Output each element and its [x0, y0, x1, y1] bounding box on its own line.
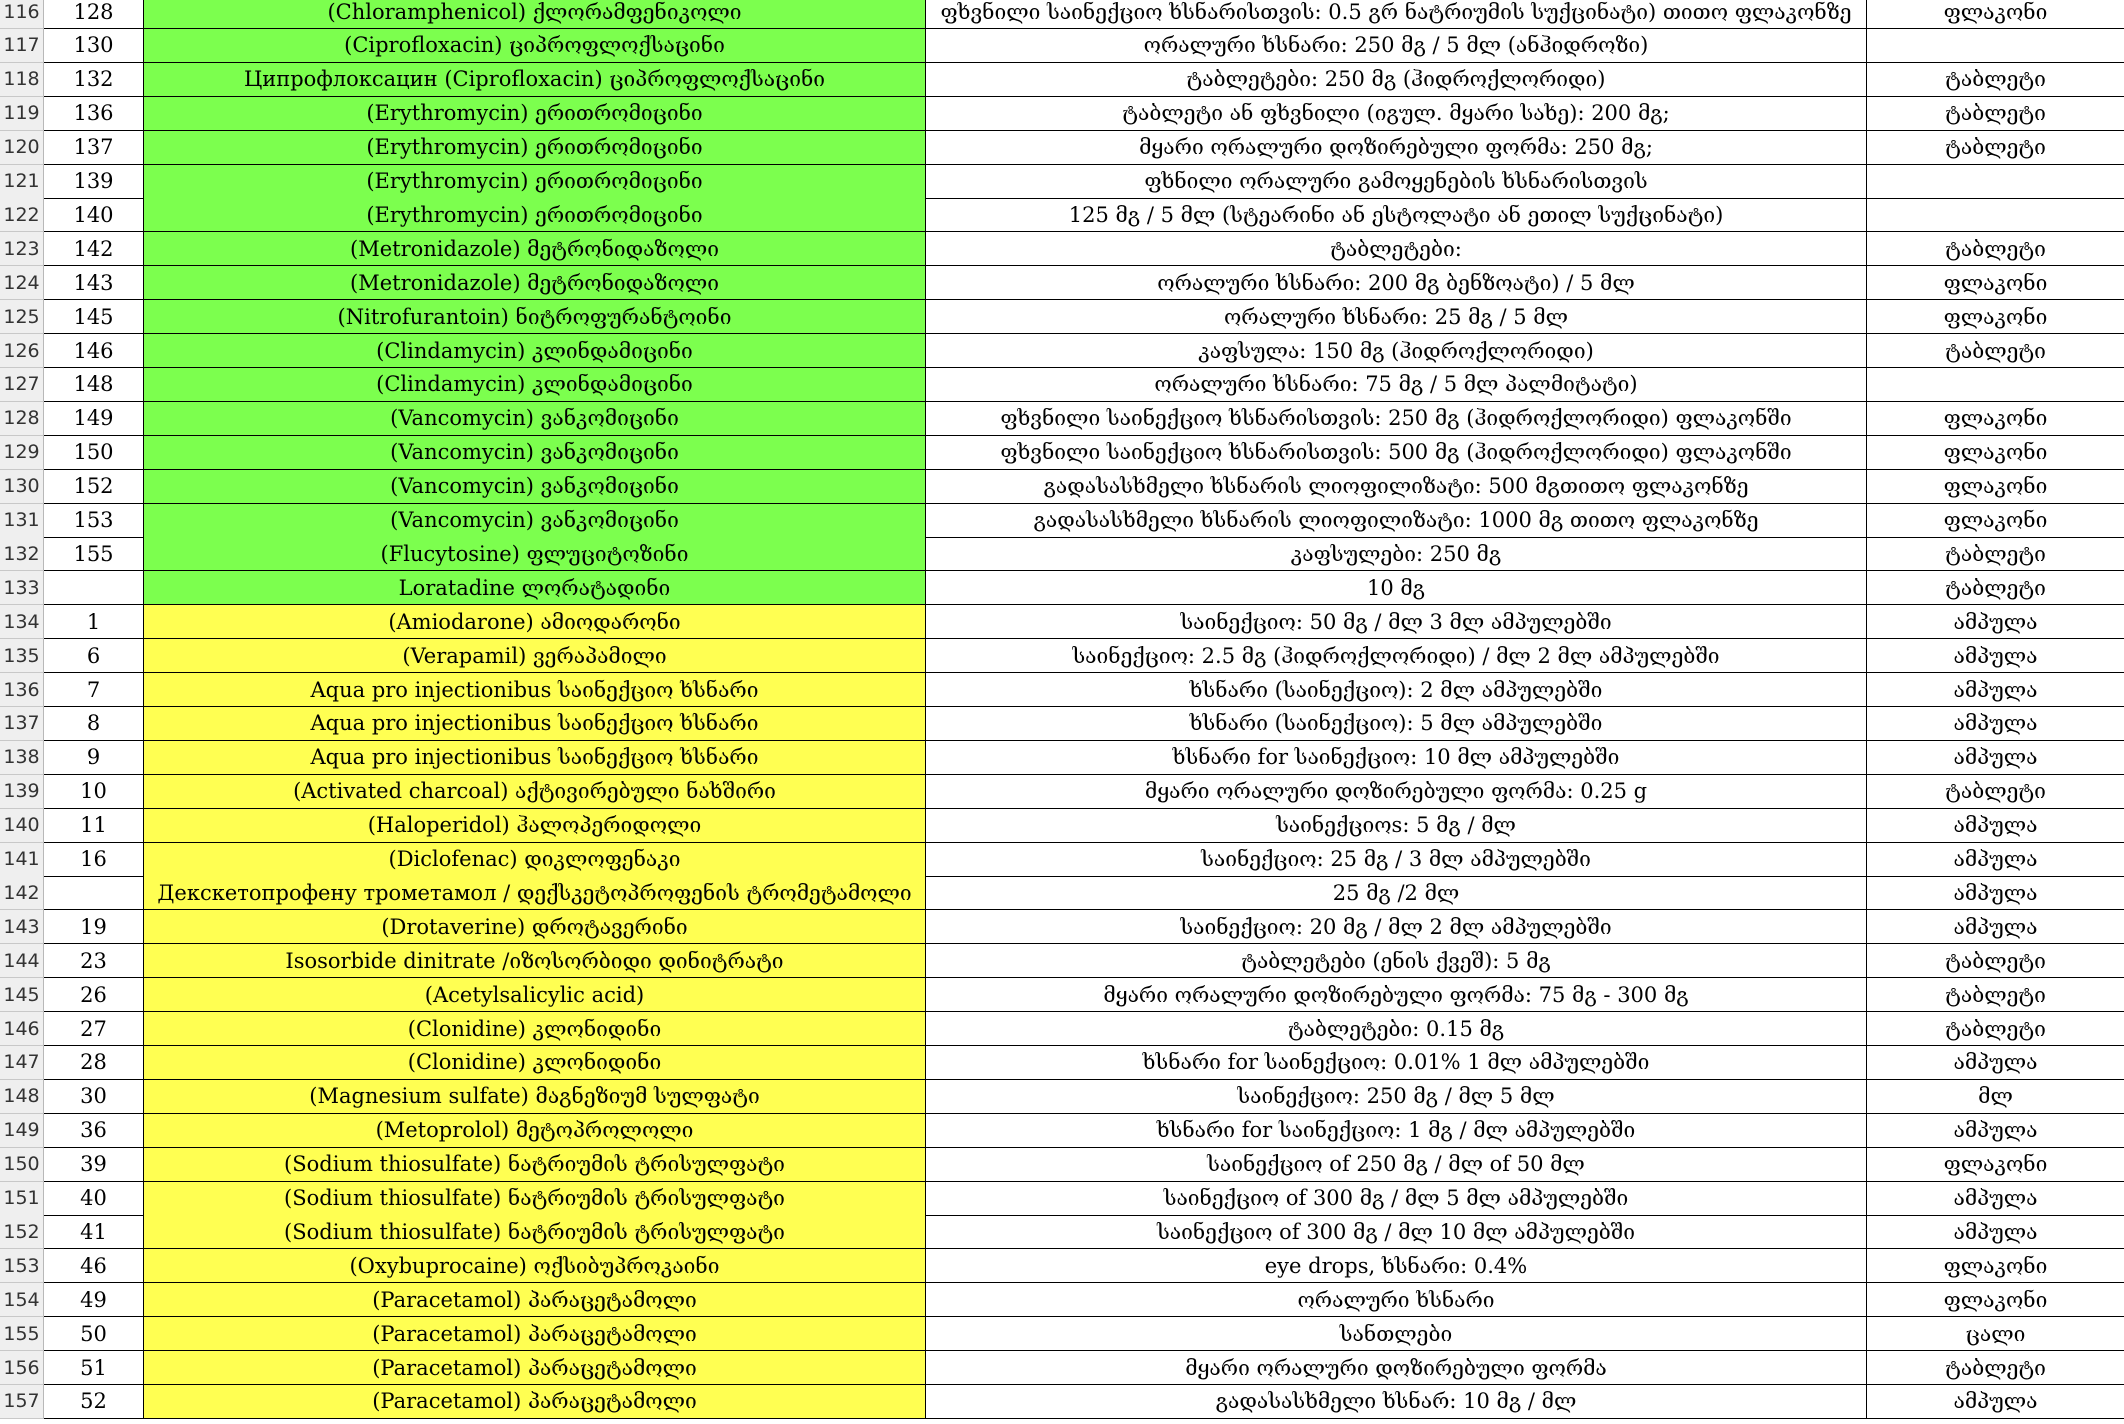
cell-dosage-form[interactable]: საინექციო: 25 მგ / 3 მლ ამპულებში	[926, 843, 1867, 877]
cell-drug-name[interactable]: (Clonidine) კლონიდინი	[144, 1046, 926, 1080]
table-row	[0, 741, 2124, 775]
cell-number[interactable]: 137	[44, 131, 144, 165]
cell-dosage-form[interactable]: საინექციო of 250 მგ / მლ of 50 მლ	[926, 1148, 1867, 1182]
table-row	[0, 944, 2124, 978]
row-header[interactable]: 136	[0, 673, 44, 707]
cell-drug-name[interactable]: (Erythromycin) ერითრომიცინი	[144, 131, 926, 165]
row-header[interactable]: 121	[0, 165, 44, 199]
table-row	[0, 402, 2124, 436]
cell-unit[interactable]: ფლაკონი	[1867, 1148, 2124, 1182]
table-row	[0, 165, 2124, 199]
table-row	[0, 1351, 2124, 1385]
cell-drug-name[interactable]: (Sodium thiosulfate) ნატრიუმის ტრისულფატი	[144, 1215, 926, 1249]
cell-unit[interactable]: ფლაკონი	[1867, 436, 2124, 470]
row-header[interactable]: 143	[0, 910, 44, 944]
table-row	[0, 1080, 2124, 1114]
cell-drug-name[interactable]: (Clonidine) კლონიდინი	[144, 1012, 926, 1046]
row-header[interactable]: 138	[0, 741, 44, 775]
cell-number[interactable]: 142	[44, 232, 144, 266]
cell-drug-name[interactable]: (Diclofenac) დიკლოფენაკი	[144, 843, 926, 877]
table-row	[0, 605, 2124, 639]
cell-unit[interactable]: ამპულა	[1867, 876, 2124, 910]
cell-drug-name[interactable]: (Vancomycin) ვანკომიცინი	[144, 470, 926, 504]
table-row	[0, 978, 2124, 1012]
cell-number[interactable]: 8	[44, 707, 144, 741]
row-header[interactable]: 133	[0, 571, 44, 605]
cell-number[interactable]: 136	[44, 97, 144, 131]
cell-dosage-form[interactable]: მყარი ორალური დოზირებული ფორმა	[926, 1351, 1867, 1385]
row-header[interactable]: 151	[0, 1182, 44, 1216]
row-header[interactable]: 127	[0, 368, 44, 402]
cell-dosage-form[interactable]: ორალური ხსნარი: 200 მგ ბენზოატი) / 5 მლ	[926, 266, 1867, 300]
table-row	[0, 809, 2124, 843]
row-header[interactable]: 149	[0, 1114, 44, 1148]
cell-unit[interactable]: ამპულა	[1867, 1215, 2124, 1249]
cell-dosage-form[interactable]: ტაბლეტები: 250 მგ (ჰიდროქლორიდი)	[926, 63, 1867, 97]
cell-dosage-form[interactable]: კაფსულა: 150 მგ (ჰიდროქლორიდი)	[926, 334, 1867, 368]
cell-dosage-form[interactable]: ხსნარი for საინექციო: 1 მგ / მლ ამპულებში	[926, 1114, 1867, 1148]
cell-drug-name[interactable]: Loratadine ლორატადინი	[144, 571, 926, 605]
cell-drug-name[interactable]: (Metronidazole) მეტრონიდაზოლი	[144, 232, 926, 266]
cell-number[interactable]: 51	[44, 1351, 144, 1385]
cell-unit[interactable]: ტაბლეტი	[1867, 97, 2124, 131]
row-header[interactable]: 119	[0, 97, 44, 131]
cell-number[interactable]: 152	[44, 470, 144, 504]
cell-number[interactable]: 148	[44, 368, 144, 402]
cell-number[interactable]: 46	[44, 1249, 144, 1283]
cell-unit[interactable]: ფლაკონი	[1867, 1249, 2124, 1283]
row-header[interactable]: 125	[0, 300, 44, 334]
cell-number[interactable]: 16	[44, 843, 144, 877]
table-row	[0, 707, 2124, 741]
cell-unit[interactable]: ამპულა	[1867, 1114, 2124, 1148]
table-row	[0, 1114, 2124, 1148]
row-header[interactable]: 131	[0, 504, 44, 538]
row-header[interactable]: 128	[0, 402, 44, 436]
cell-number[interactable]: 10	[44, 775, 144, 809]
row-header[interactable]: 148	[0, 1080, 44, 1114]
cell-number[interactable]: 23	[44, 944, 144, 978]
row-header[interactable]: 153	[0, 1249, 44, 1283]
cell-number[interactable]: 7	[44, 673, 144, 707]
cell-dosage-form[interactable]: ფხვნილი საინექციო ხსნარისთვის: 500 მგ (ჰიდროქლორიდი) ფლაკონში	[926, 436, 1867, 470]
cell-number[interactable]: 27	[44, 1012, 144, 1046]
cell-unit[interactable]: ტაბლეტი	[1867, 1351, 2124, 1385]
cell-unit[interactable]: ამპულა	[1867, 1385, 2124, 1419]
cell-drug-name[interactable]: (Erythromycin) ერითრომიცინი	[144, 97, 926, 131]
row-header[interactable]: 126	[0, 334, 44, 368]
row-header[interactable]: 132	[0, 537, 44, 571]
cell-drug-name[interactable]: (Drotaverine) დროტავერინი	[144, 910, 926, 944]
cell-dosage-form[interactable]: 25 მგ /2 მლ	[926, 876, 1867, 910]
cell-number[interactable]: 132	[44, 63, 144, 97]
cell-number[interactable]: 1	[44, 605, 144, 639]
cell-unit[interactable]: ტაბლეტი	[1867, 571, 2124, 605]
cell-unit[interactable]: ფლაკონი	[1867, 504, 2124, 538]
cell-drug-name[interactable]: (Vancomycin) ვანკომიცინი	[144, 402, 926, 436]
cell-dosage-form[interactable]: ფხვნილი საინექციო ხსნარისთვის: 250 მგ (ჰიდროქლორიდი) ფლაკონში	[926, 402, 1867, 436]
table-row	[0, 537, 2124, 571]
cell-number[interactable]: 145	[44, 300, 144, 334]
cell-drug-name[interactable]: (Clindamycin) კლინდამიცინი	[144, 368, 926, 402]
table-row	[0, 0, 2124, 29]
cell-dosage-form[interactable]: ორალური ხსნარი: 75 მგ / 5 მლ პალმიტატი)	[926, 368, 1867, 402]
table-row	[0, 436, 2124, 470]
row-header[interactable]: 135	[0, 639, 44, 673]
cell-drug-name[interactable]: (Metoprolol) მეტოპროლოლი	[144, 1114, 926, 1148]
cell-dosage-form[interactable]: საინექციო: 50 მგ / მლ 3 მლ ამპულებში	[926, 605, 1867, 639]
cell-dosage-form[interactable]: eye drops, ხსნარი: 0.4%	[926, 1249, 1867, 1283]
row-header[interactable]: 129	[0, 436, 44, 470]
row-header[interactable]: 150	[0, 1148, 44, 1182]
cell-unit[interactable]: ფლაკონი	[1867, 1283, 2124, 1317]
row-header[interactable]: 154	[0, 1283, 44, 1317]
cell-dosage-form[interactable]: კაფსულები: 250 მგ	[926, 537, 1867, 571]
cell-number[interactable]: 130	[44, 29, 144, 63]
row-header[interactable]: 142	[0, 876, 44, 910]
cell-number[interactable]: 149	[44, 402, 144, 436]
table-row	[0, 368, 2124, 402]
cell-unit[interactable]: ტაბლეტი	[1867, 944, 2124, 978]
table-row	[0, 1215, 2124, 1249]
cell-unit[interactable]	[1867, 368, 2124, 402]
cell-unit[interactable]: ფლაკონი	[1867, 402, 2124, 436]
cell-dosage-form[interactable]: ორალური ხსნარი: 250 მგ / 5 მლ (ანჰიდროზი)	[926, 29, 1867, 63]
row-header[interactable]: 146	[0, 1012, 44, 1046]
cell-number[interactable]: 49	[44, 1283, 144, 1317]
table-row	[0, 1385, 2124, 1419]
cell-dosage-form[interactable]: ორალური ხსნარი: 25 მგ / 5 მლ	[926, 300, 1867, 334]
cell-dosage-form[interactable]: საინექციო: 2.5 მგ (ჰიდროქლორიდი) / მლ 2 მლ ამპულებში	[926, 639, 1867, 673]
cell-number[interactable]: 30	[44, 1080, 144, 1114]
cell-unit[interactable]: ტაბლეტი	[1867, 775, 2124, 809]
cell-drug-name[interactable]: (Vancomycin) ვანკომიცინი	[144, 504, 926, 538]
cell-unit[interactable]: ფლაკონი	[1867, 0, 2124, 29]
cell-drug-name[interactable]: Aqua pro injectionibus საინექციო ხსნარი	[144, 741, 926, 775]
cell-drug-name[interactable]: (Nitrofurantoin) ნიტროფურანტოინი	[144, 300, 926, 334]
cell-unit[interactable]: ტაბლეტი	[1867, 1012, 2124, 1046]
cell-unit[interactable]: ტაბლეტი	[1867, 63, 2124, 97]
cell-number[interactable]: 19	[44, 910, 144, 944]
cell-unit[interactable]: ამპულა	[1867, 639, 2124, 673]
table-row	[0, 470, 2124, 504]
row-header[interactable]: 117	[0, 29, 44, 63]
cell-drug-name[interactable]: (Paracetamol) პარაცეტამოლი	[144, 1351, 926, 1385]
cell-dosage-form[interactable]: საინექციოs: 5 მგ / მლ	[926, 809, 1867, 843]
cell-dosage-form[interactable]: საინექციო: 250 მგ / მლ 5 მლ	[926, 1080, 1867, 1114]
cell-unit[interactable]: ამპულა	[1867, 1046, 2124, 1080]
table-row	[0, 775, 2124, 809]
cell-number[interactable]: 26	[44, 978, 144, 1012]
cell-number[interactable]: 153	[44, 504, 144, 538]
cell-unit[interactable]: ამპულა	[1867, 843, 2124, 877]
cell-dosage-form[interactable]: საინექციო of 300 მგ / მლ 10 მლ ამპულებში	[926, 1215, 1867, 1249]
table-row	[0, 1249, 2124, 1283]
cell-drug-name[interactable]: (Sodium thiosulfate) ნატრიუმის ტრისულფატი	[144, 1148, 926, 1182]
cell-drug-name[interactable]: (Erythromycin) ერითრომიცინი	[144, 165, 926, 199]
cell-unit[interactable]: ტაბლეტი	[1867, 131, 2124, 165]
cell-unit[interactable]: ამპულა	[1867, 707, 2124, 741]
row-header[interactable]: 137	[0, 707, 44, 741]
cell-drug-name[interactable]: (Paracetamol) პარაცეტამოლი	[144, 1283, 926, 1317]
cell-unit[interactable]: ცალი	[1867, 1317, 2124, 1351]
cell-drug-name[interactable]: Ципрофлоксацин (Ciprofloxacin) ციპროფლოქსაცინი	[144, 63, 926, 97]
cell-drug-name[interactable]: (Chloramphenicol) ქლორამფენიკოლი	[144, 0, 926, 29]
table-row	[0, 843, 2124, 877]
cell-dosage-form[interactable]: მყარი ორალური დოზირებული ფორმა: 75 მგ - 300 მგ	[926, 978, 1867, 1012]
table-row	[0, 300, 2124, 334]
cell-drug-name[interactable]: (Metronidazole) მეტრონიდაზოლი	[144, 266, 926, 300]
cell-drug-name[interactable]: (Sodium thiosulfate) ნატრიუმის ტრისულფატი	[144, 1182, 926, 1216]
row-header[interactable]: 122	[0, 198, 44, 232]
row-header[interactable]: 118	[0, 63, 44, 97]
cell-unit[interactable]: ტაბლეტი	[1867, 537, 2124, 571]
cell-dosage-form[interactable]: ტაბლეტი ან ფხვნილი (იგულ. მყარი სახე): 200 მგ;	[926, 97, 1867, 131]
table-row	[0, 639, 2124, 673]
table-row	[0, 1148, 2124, 1182]
table-row	[0, 673, 2124, 707]
row-header[interactable]: 124	[0, 266, 44, 300]
cell-number[interactable]: 52	[44, 1385, 144, 1419]
row-header[interactable]: 120	[0, 131, 44, 165]
cell-drug-name[interactable]: (Verapamil) ვერაპამილი	[144, 639, 926, 673]
cell-number[interactable]: 128	[44, 0, 144, 29]
cell-drug-name[interactable]: (Paracetamol) პარაცეტამოლი	[144, 1317, 926, 1351]
cell-unit[interactable]: ამპულა	[1867, 809, 2124, 843]
table-row	[0, 1182, 2124, 1216]
cell-number[interactable]: 41	[44, 1215, 144, 1249]
cell-unit[interactable]	[1867, 165, 2124, 199]
row-header[interactable]: 116	[0, 0, 44, 29]
cell-dosage-form[interactable]: ფხნილი ორალური გამოყენების ხსნარისთვის	[926, 165, 1867, 199]
cell-unit[interactable]: ფლაკონი	[1867, 470, 2124, 504]
cell-unit[interactable]	[1867, 29, 2124, 63]
row-header[interactable]: 152	[0, 1215, 44, 1249]
table-row	[0, 1046, 2124, 1080]
cell-drug-name[interactable]: (Vancomycin) ვანკომიცინი	[144, 436, 926, 470]
cell-unit[interactable]	[1867, 198, 2124, 232]
cell-drug-name[interactable]: (Magnesium sulfate) მაგნეზიუმ სულფატი	[144, 1080, 926, 1114]
row-header[interactable]: 144	[0, 944, 44, 978]
cell-drug-name[interactable]: (Activated charcoal) აქტივირებული ნახშირი	[144, 775, 926, 809]
cell-dosage-form[interactable]: ხსნარი (საინექციო): 2 მლ ამპულებში	[926, 673, 1867, 707]
cell-number[interactable]: 36	[44, 1114, 144, 1148]
row-header[interactable]: 141	[0, 843, 44, 877]
cell-number[interactable]: 6	[44, 639, 144, 673]
table-row	[0, 131, 2124, 165]
table-row	[0, 910, 2124, 944]
cell-dosage-form[interactable]: ხსნარი for საინექციო: 10 მლ ამპულებში	[926, 741, 1867, 775]
row-header[interactable]: 130	[0, 470, 44, 504]
cell-dosage-form[interactable]: ფხვნილი საინექციო ხსნარისთვის: 0.5 გრ ნატრიუმის სუქცინატი) თითო ფლაკონზე	[926, 0, 1867, 29]
cell-unit[interactable]: ტაბლეტი	[1867, 334, 2124, 368]
cell-drug-name[interactable]: (Acetylsalicylic acid)	[144, 978, 926, 1012]
cell-drug-name[interactable]: Декскетопрофену трометамол / დექსკეტოპროფენის ტრომეტამოლი	[144, 876, 926, 910]
cell-unit[interactable]: ამპულა	[1867, 605, 2124, 639]
table-row	[0, 1317, 2124, 1351]
cell-drug-name[interactable]: (Amiodarone) ამიოდარონი	[144, 605, 926, 639]
cell-dosage-form[interactable]: ხსნარი (საინექციო): 5 მლ ამპულებში	[926, 707, 1867, 741]
cell-number[interactable]: 140	[44, 198, 144, 232]
cell-number[interactable]: 40	[44, 1182, 144, 1216]
cell-drug-name[interactable]: (Flucytosine) ფლუციტოზინი	[144, 537, 926, 571]
cell-unit[interactable]: ამპულა	[1867, 1182, 2124, 1216]
row-header[interactable]: 157	[0, 1385, 44, 1419]
cell-number[interactable]: 11	[44, 809, 144, 843]
cell-dosage-form[interactable]: საინექციო: 20 მგ / მლ 2 მლ ამპულებში	[926, 910, 1867, 944]
cell-drug-name[interactable]: (Ciprofloxacin) ციპროფლოქსაცინი	[144, 29, 926, 63]
cell-number[interactable]: 150	[44, 436, 144, 470]
table-row	[0, 1283, 2124, 1317]
cell-drug-name[interactable]: (Clindamycin) კლინდამიცინი	[144, 334, 926, 368]
cell-number[interactable]: 155	[44, 537, 144, 571]
table-row	[0, 63, 2124, 97]
row-header[interactable]: 139	[0, 775, 44, 809]
cell-dosage-form[interactable]: ორალური ხსნარი	[926, 1283, 1867, 1317]
cell-unit[interactable]: ფლაკონი	[1867, 300, 2124, 334]
table-row	[0, 198, 2124, 232]
row-header[interactable]: 147	[0, 1046, 44, 1080]
cell-unit[interactable]: ფლაკონი	[1867, 266, 2124, 300]
cell-number[interactable]: 28	[44, 1046, 144, 1080]
table-row	[0, 232, 2124, 266]
cell-unit[interactable]: ტაბლეტი	[1867, 978, 2124, 1012]
cell-number[interactable]: 39	[44, 1148, 144, 1182]
table-row	[0, 571, 2124, 605]
table-row	[0, 266, 2124, 300]
cell-drug-name[interactable]: Aqua pro injectionibus საინექციო ხსნარი	[144, 707, 926, 741]
cell-drug-name[interactable]: (Paracetamol) პარაცეტამოლი	[144, 1385, 926, 1419]
cell-dosage-form[interactable]: 125 მგ / 5 მლ (სტეარინი ან ესტოლატი ან ეთილ სუქცინატი)	[926, 198, 1867, 232]
cell-number[interactable]: 9	[44, 741, 144, 775]
table-row	[0, 97, 2124, 131]
cell-dosage-form[interactable]: გადასასხმელი ხსნარის ლიოფილიზატი: 1000 მგ თითო ფლაკონზე	[926, 504, 1867, 538]
cell-unit[interactable]: ტაბლეტი	[1867, 232, 2124, 266]
cell-number[interactable]: 50	[44, 1317, 144, 1351]
table-row	[0, 504, 2124, 538]
table-row	[0, 1012, 2124, 1046]
cell-dosage-form[interactable]: 10 მგ	[926, 571, 1867, 605]
cell-number[interactable]: 146	[44, 334, 144, 368]
cell-dosage-form[interactable]: ხსნარი for საინექციო: 0.01% 1 მლ ამპულებში	[926, 1046, 1867, 1080]
cell-dosage-form[interactable]: ტაბლეტები (ენის ქვეშ): 5 მგ	[926, 944, 1867, 978]
cell-dosage-form[interactable]: ტაბლეტები: 0.15 მგ	[926, 1012, 1867, 1046]
cell-dosage-form[interactable]: მყარი ორალური დოზირებული ფორმა: 0.25 g	[926, 775, 1867, 809]
cell-dosage-form[interactable]: სანთლები	[926, 1317, 1867, 1351]
row-header[interactable]: 123	[0, 232, 44, 266]
cell-dosage-form[interactable]: ტაბლეტები:	[926, 232, 1867, 266]
row-header[interactable]: 145	[0, 978, 44, 1012]
cell-number[interactable]: 143	[44, 266, 144, 300]
cell-unit[interactable]: ამპულა	[1867, 741, 2124, 775]
cell-number[interactable]: 139	[44, 165, 144, 199]
table-row	[0, 876, 2124, 910]
cell-dosage-form[interactable]: მყარი ორალური დოზირებული ფორმა: 250 მგ;	[926, 131, 1867, 165]
table-row	[0, 334, 2124, 368]
row-header[interactable]: 155	[0, 1317, 44, 1351]
cell-drug-name[interactable]: (Erythromycin) ერითრომიცინი	[144, 198, 926, 232]
cell-drug-name[interactable]: Aqua pro injectionibus საინექციო ხსნარი	[144, 673, 926, 707]
cell-dosage-form[interactable]: გადასასხმელი ხსნარის ლიოფილიზატი: 500 მგთითო ფლაკონზე	[926, 470, 1867, 504]
cell-drug-name[interactable]: (Haloperidol) ჰალოპერიდოლი	[144, 809, 926, 843]
cell-number[interactable]	[44, 571, 144, 605]
row-header[interactable]: 140	[0, 809, 44, 843]
cell-number[interactable]	[44, 876, 144, 910]
cell-drug-name[interactable]: Isosorbide dinitrate /იზოსორბიდი დინიტრატი	[144, 944, 926, 978]
cell-dosage-form[interactable]: გადასასხმელი ხსნარ: 10 მგ / მლ	[926, 1385, 1867, 1419]
row-header[interactable]: 134	[0, 605, 44, 639]
row-header[interactable]: 156	[0, 1351, 44, 1385]
table-row	[0, 29, 2124, 63]
cell-unit[interactable]: მლ	[1867, 1080, 2124, 1114]
cell-unit[interactable]: ამპულა	[1867, 673, 2124, 707]
cell-drug-name[interactable]: (Oxybuprocaine) ოქსიბუპროკაინი	[144, 1249, 926, 1283]
cell-dosage-form[interactable]: საინექციო of 300 მგ / მლ 5 მლ ამპულებში	[926, 1182, 1867, 1216]
cell-unit[interactable]: ამპულა	[1867, 910, 2124, 944]
